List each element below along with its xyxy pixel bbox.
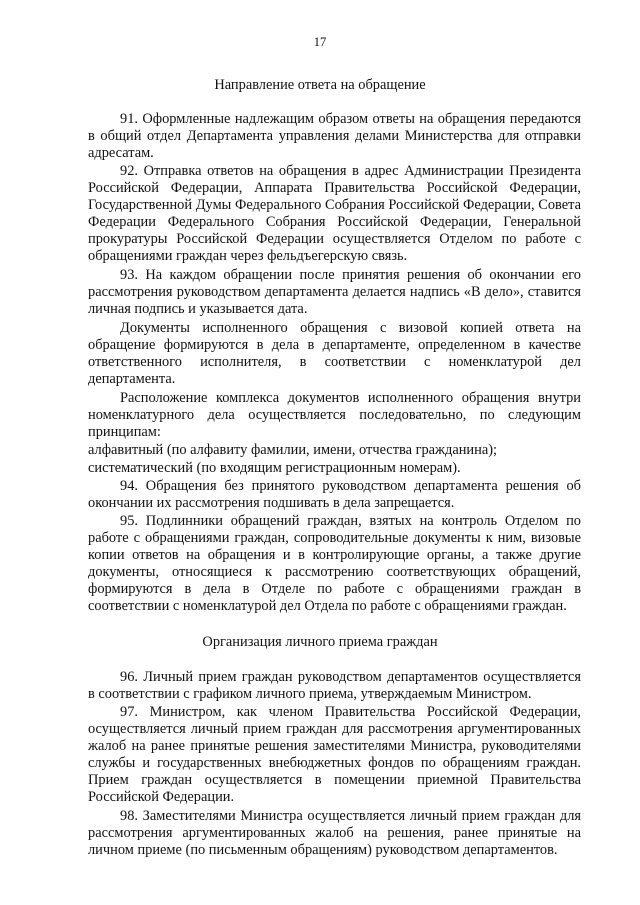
- paragraph-97: 97. Министром, как членом Правительства Российской Федерации, осуществляется личный прием граждан для рассмотрения аргументированных жалоб на ранее принятые решения заместителями Министра, руководителями службы и государственных внебюджетных фондов по обращениям граждан. Прием граждан осуществляется в помещении приемной Правительства Российской Федерации.: [88, 704, 581, 806]
- principle-systematic: систематический (по входящим регистрационным номерам).: [88, 460, 461, 476]
- paragraph-documents-formation: Документы исполненного обращения с визовой копией ответа на обращение формируются в дела в департаменте, определенном в качестве ответственного исполнителя, в соответствии с номенклатурой дел департамента.: [88, 320, 581, 388]
- paragraph-95: 95. Подлинники обращений граждан, взятых на контроль Отделом по работе с обращениями граждан, сопроводительные документы к ним, визовые копии ответов на обращения и в контролирующие органы, а также другие документы, относящиеся к рассмотрению соответствующих обращений, формируются в дела в Отделе по работе с обращениями граждан в соответствии с номенклатурой дел Отдела по работе с обращениями граждан.: [88, 513, 581, 615]
- section-heading-personal-reception: Организация личного приема граждан: [202, 634, 438, 650]
- paragraph-documents-arrangement: Расположение комплекса документов исполненного обращения внутри номенклатурного дела осуществляется последовательно, по следующим принципам:: [88, 390, 581, 441]
- paragraph-93: 93. На каждом обращении после принятия решения об окончании его рассмотрения руководством департамента делается надпись «В дело», ставится личная подпись и указывается дата.: [88, 267, 581, 318]
- paragraph-96: 96. Личный прием граждан руководством департаментов осуществляется в соответствии с графиком личного приема, утверждаемым Министром.: [88, 669, 581, 703]
- section-heading-reply-routing: Направление ответа на обращение: [214, 77, 426, 93]
- paragraph-92: 92. Отправка ответов на обращения в адрес Администрации Президента Российской Федерации, Аппарата Правительства Российской Федерации, Государственной Думы Федерального Собрания Российской Федерации, Совета Федерации Федерального Собрания Российской Федерации, Генеральной прокуратуры Российской Федерации осуществляется Отделом по работе с обращениями граждан через фельдъегерскую связь.: [88, 163, 581, 265]
- page-number: 17: [313, 35, 327, 49]
- paragraph-91: 91. Оформленные надлежащим образом ответы на обращения передаются в общий отдел Департамента управления делами Министерства для отправки адресатам.: [88, 111, 581, 162]
- principle-alphabetical: алфавитный (по алфавиту фамилии, имени, отчества гражданина);: [88, 442, 497, 458]
- paragraph-94: 94. Обращения без принятого руководством департамента решения об окончании их рассмотрения подшивать в дела запрещается.: [88, 478, 581, 512]
- paragraph-98: 98. Заместителями Министра осуществляется личный прием граждан для рассмотрения аргументированных жалоб на решения, ранее принятые на личном приеме (по письменным обращениям) руководством департаментов.: [88, 808, 581, 859]
